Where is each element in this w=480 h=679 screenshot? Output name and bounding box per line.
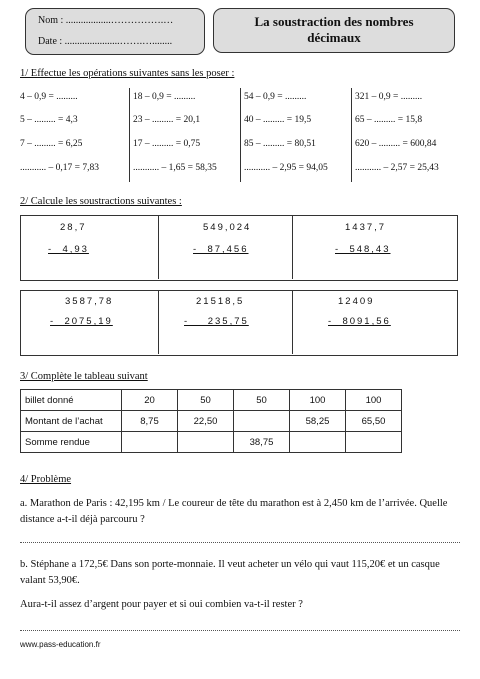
exercise[interactable]: 40 – ......... = 19,5 bbox=[244, 115, 312, 125]
subtraction-bottom: - 8091,56 bbox=[328, 316, 391, 327]
table-cell: 38,75 bbox=[234, 432, 290, 453]
table-cell[interactable] bbox=[178, 432, 234, 453]
subtraction-bottom: - 87,456 bbox=[193, 244, 249, 255]
exercise[interactable]: 18 – 0,9 = ......... bbox=[133, 92, 196, 102]
exercise[interactable]: 54 – 0,9 = ......... bbox=[244, 92, 307, 102]
subtraction-top: 21518,5 bbox=[196, 296, 245, 307]
problem-b: b. Stéphane a 172,5€ Dans son porte-monnaie. Il veut acheter un vélo qui vaut 115,20€ et un casque valant 53,90€. bbox=[20, 559, 440, 586]
exercise[interactable]: 65 – ......... = 15,8 bbox=[355, 115, 423, 125]
exercise[interactable]: ........... – 2,95 = 94,05 bbox=[244, 163, 328, 173]
name-field[interactable]: Nom : ..................…………….… bbox=[38, 15, 174, 26]
table-cell[interactable] bbox=[290, 432, 346, 453]
table-row bbox=[21, 432, 402, 453]
exchange-table bbox=[20, 389, 402, 453]
exercise[interactable]: 5 – ......... = 4,3 bbox=[20, 115, 78, 125]
table-cell: 22,50 bbox=[178, 411, 234, 432]
problem-a: a. Marathon de Paris : 42,195 km / Le coureur de tête du marathon est à 2,450 km de l’arrivée. Quelle distance a-t-il déjà parcouru ? bbox=[20, 498, 448, 525]
table-cell: 50 bbox=[178, 390, 234, 411]
divider bbox=[292, 215, 293, 279]
table-cell: 58,25 bbox=[290, 411, 346, 432]
table-cell: Somme rendue bbox=[21, 432, 122, 453]
exercise[interactable]: ........... – 0,17 = 7,83 bbox=[20, 163, 99, 173]
date-field[interactable]: Date : ......................…….…........ bbox=[38, 36, 173, 47]
table-row bbox=[21, 390, 402, 411]
table-cell: 8,75 bbox=[122, 411, 178, 432]
subtraction-bottom: - 2075,19 bbox=[50, 316, 113, 327]
table-cell[interactable] bbox=[346, 432, 402, 453]
table-cell[interactable] bbox=[122, 432, 178, 453]
subtraction-bottom: - 235,75 bbox=[184, 316, 249, 327]
exercise[interactable]: ........... – 2,57 = 25,43 bbox=[355, 163, 439, 173]
subtraction-top: 3587,78 bbox=[65, 296, 114, 307]
table-cell: 100 bbox=[346, 390, 402, 411]
footer-url[interactable]: www.pass-education.fr bbox=[20, 640, 101, 649]
section2-title: 2/ Calcule les soustractions suivantes : bbox=[20, 196, 182, 207]
section1-title: 1/ Effectue les opérations suivantes sans les poser : bbox=[20, 68, 235, 79]
subtraction-bottom: - 4,93 bbox=[48, 244, 89, 255]
section4-title: 4/ Problème bbox=[20, 474, 72, 485]
table-cell: Montant de l’achat bbox=[21, 411, 122, 432]
table-row bbox=[21, 411, 402, 432]
divider bbox=[240, 88, 241, 182]
exercise[interactable]: ........... – 1,65 = 58,35 bbox=[133, 163, 217, 173]
name-date-box bbox=[25, 8, 205, 55]
exercise[interactable]: 620 – ......... = 600,84 bbox=[355, 139, 437, 149]
subtraction-top: 28,7 bbox=[60, 222, 87, 233]
exercise[interactable]: 17 – ......... = 0,75 bbox=[133, 139, 201, 149]
section3-title: 3/ Complète le tableau suivant bbox=[20, 371, 148, 382]
divider bbox=[129, 88, 130, 182]
subtraction-top: 549,024 bbox=[203, 222, 252, 233]
subtraction-top: 12409 bbox=[338, 296, 375, 307]
page-title-line2: décimaux bbox=[307, 30, 361, 45]
table-cell: 20 bbox=[122, 390, 178, 411]
exercise[interactable]: 7 – ......... = 6,25 bbox=[20, 139, 83, 149]
table-cell: 65,50 bbox=[346, 411, 402, 432]
exercise[interactable]: 321 – 0,9 = ......... bbox=[355, 92, 423, 102]
subtraction-top: 1437,7 bbox=[345, 222, 387, 233]
divider bbox=[292, 290, 293, 354]
table-cell: 50 bbox=[234, 390, 290, 411]
exercise[interactable]: 23 – ......... = 20,1 bbox=[133, 115, 201, 125]
exercise[interactable]: 4 – 0,9 = ......... bbox=[20, 92, 78, 102]
table-cell[interactable] bbox=[234, 411, 290, 432]
page-title-line1: La soustraction des nombres bbox=[254, 14, 414, 29]
title-box bbox=[213, 8, 455, 53]
subtraction-bottom: - 548,43 bbox=[335, 244, 391, 255]
answer-line[interactable] bbox=[20, 630, 460, 631]
table-cell: 100 bbox=[290, 390, 346, 411]
problem-b-question: Aura-t-il assez d’argent pour payer et si oui combien va-t-il rester ? bbox=[20, 599, 303, 610]
exercise[interactable]: 85 – ......... = 80,51 bbox=[244, 139, 316, 149]
divider bbox=[158, 290, 159, 354]
divider bbox=[351, 88, 352, 182]
table-cell: billet donné bbox=[21, 390, 122, 411]
divider bbox=[158, 215, 159, 279]
answer-line[interactable] bbox=[20, 542, 460, 543]
